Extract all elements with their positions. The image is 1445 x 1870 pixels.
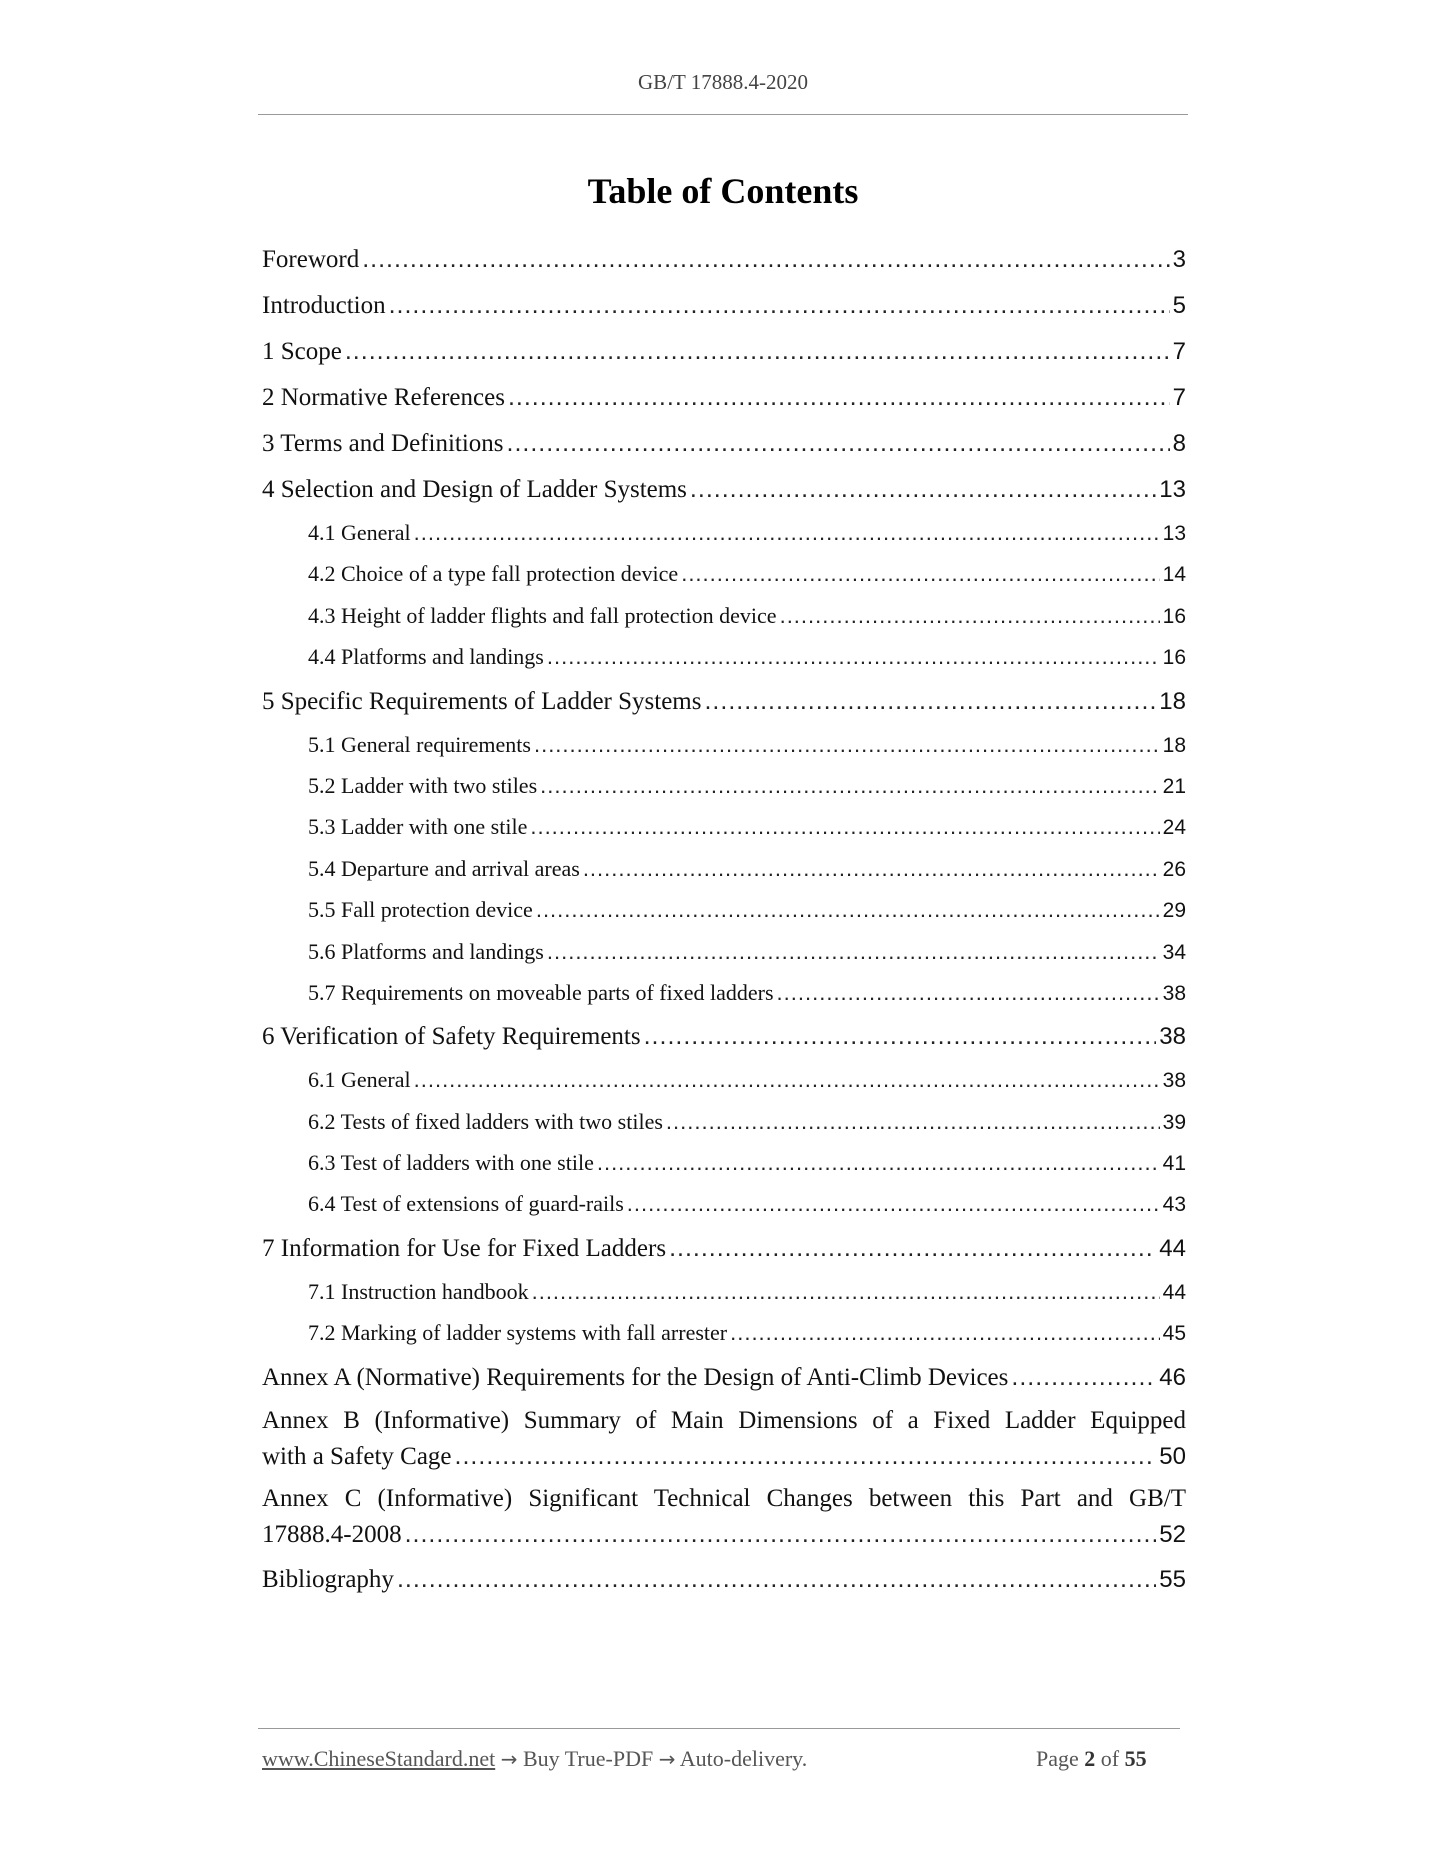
toc-label: 6.3 Test of ladders with one stile — [308, 1150, 594, 1176]
toc-entry-section-7[interactable] — [262, 1225, 1186, 1271]
toc-leader — [666, 1101, 1160, 1142]
toc-label: 7.2 Marking of ladder systems with fall arrester — [308, 1320, 728, 1346]
toc-page-number: 52 — [1159, 1520, 1186, 1548]
toc-leader — [777, 972, 1160, 1013]
website-link[interactable]: www.ChineseStandard.net — [262, 1746, 496, 1771]
page-word: Page — [1036, 1746, 1079, 1771]
toc-entry-section-6[interactable] — [262, 1013, 1186, 1059]
toc-label: 3 Terms and Definitions — [262, 430, 504, 457]
toc-leader — [507, 420, 1170, 466]
toc-leader — [780, 595, 1160, 636]
toc-entry-5-7[interactable] — [262, 972, 1186, 1013]
toc-entry-annex-a[interactable] — [262, 1354, 1186, 1400]
toc-label: 5.4 Departure and arrival areas — [308, 855, 580, 881]
toc-label: 4 Selection and Design of Ladder Systems — [262, 476, 687, 503]
footer-promo — [262, 1746, 807, 1772]
toc-leader — [547, 931, 1160, 972]
delivery-text: Auto-delivery. — [679, 1746, 808, 1771]
toc-entry-7-2[interactable] — [262, 1312, 1186, 1353]
toc-entry-5-1[interactable] — [262, 724, 1186, 765]
toc-leader — [455, 1438, 1157, 1474]
toc-label: Introduction — [262, 292, 386, 319]
toc-label: Bibliography — [262, 1565, 394, 1593]
toc-page-number: 34 — [1162, 940, 1186, 964]
toc-entry-5-3[interactable] — [262, 806, 1186, 847]
toc-page-number: 50 — [1159, 1442, 1186, 1470]
toc-label: 4.3 Height of ladder flights and fall protection device — [308, 602, 777, 628]
page-total: 55 — [1124, 1746, 1147, 1771]
toc-page-number: 13 — [1162, 522, 1186, 545]
toc-entry-annex-c[interactable] — [262, 1482, 1186, 1556]
toc-leader — [414, 1059, 1160, 1100]
table-of-contents — [262, 236, 1186, 1602]
toc-page-number: 38 — [1159, 1023, 1186, 1051]
toc-page-number: 8 — [1172, 430, 1186, 457]
toc-label: 4.1 General — [308, 520, 411, 545]
toc-entry-4-2[interactable] — [262, 553, 1186, 594]
toc-entry-4-1[interactable] — [262, 512, 1186, 553]
toc-leader — [508, 374, 1170, 420]
toc-page-number: 18 — [1162, 733, 1186, 757]
toc-entry-6-3[interactable] — [262, 1142, 1186, 1183]
toc-leader — [644, 1013, 1157, 1059]
toc-entry-5-2[interactable] — [262, 765, 1186, 806]
toc-label: 6.2 Tests of fixed ladders with two stiles — [308, 1108, 663, 1134]
toc-entry-foreword[interactable] — [262, 236, 1186, 282]
toc-label: 5.1 General requirements — [308, 731, 531, 757]
toc-entry-section-4[interactable] — [262, 466, 1186, 512]
toc-leader — [532, 1271, 1160, 1312]
toc-leader — [397, 1556, 1156, 1602]
toc-leader — [681, 553, 1159, 594]
toc-page-number: 3 — [1172, 246, 1186, 273]
toc-page-number: 18 — [1159, 687, 1186, 715]
toc-entry-annex-b[interactable] — [262, 1404, 1186, 1478]
toc-page-number: 45 — [1162, 1322, 1186, 1346]
toc-label: 6 Verification of Safety Requirements — [262, 1023, 641, 1051]
toc-entry-4-3[interactable] — [262, 595, 1186, 636]
toc-page-number: 14 — [1162, 563, 1186, 587]
toc-page-number: 44 — [1159, 1234, 1186, 1262]
toc-page-number: 55 — [1159, 1565, 1186, 1593]
toc-label-line1: Annex C (Informative) Significant Technical Changes between this Part and GB/T — [262, 1484, 1186, 1512]
toc-page-number: 16 — [1162, 646, 1186, 670]
toc-entry-section-5[interactable] — [262, 678, 1186, 724]
toc-leader — [362, 236, 1169, 282]
toc-entry-4-4[interactable] — [262, 636, 1186, 677]
toc-page-number: 46 — [1159, 1363, 1186, 1391]
arrow-right-icon: → — [500, 1747, 518, 1771]
toc-leader — [583, 848, 1160, 889]
toc-label: 4.2 Choice of a type fall protection device — [308, 561, 679, 587]
toc-page-number: 38 — [1162, 981, 1186, 1005]
toc-entry-introduction[interactable] — [262, 282, 1186, 328]
toc-page-number: 26 — [1162, 857, 1186, 881]
toc-entry-6-4[interactable] — [262, 1183, 1186, 1224]
toc-leader — [627, 1183, 1160, 1224]
toc-leader — [704, 678, 1156, 724]
header-divider — [258, 114, 1188, 115]
toc-entry-scope[interactable] — [262, 328, 1186, 374]
toc-label: 6.4 Test of extensions of guard-rails — [308, 1191, 624, 1217]
toc-page-number: 39 — [1162, 1110, 1186, 1134]
toc-label: 5.7 Requirements on moveable parts of fixed ladders — [308, 979, 774, 1005]
toc-leader — [690, 466, 1156, 512]
page-title: Table of Contents — [587, 171, 859, 211]
buy-text: Buy True-PDF — [522, 1746, 654, 1771]
toc-leader — [405, 1516, 1157, 1552]
toc-page-number: 5 — [1172, 292, 1186, 319]
toc-label: 7.1 Instruction handbook — [308, 1278, 529, 1304]
toc-entry-terms-definitions[interactable] — [262, 420, 1186, 466]
toc-leader — [669, 1225, 1156, 1271]
toc-entry-7-1[interactable] — [262, 1271, 1186, 1312]
toc-label: 5.3 Ladder with one stile — [308, 814, 528, 840]
toc-page-number: 24 — [1162, 816, 1186, 840]
toc-label: 5 Specific Requirements of Ladder Systems — [262, 687, 702, 715]
toc-label: 2 Normative References — [262, 384, 505, 411]
toc-page-number: 21 — [1162, 774, 1186, 798]
toc-entry-5-6[interactable] — [262, 931, 1186, 972]
toc-page-number: 44 — [1162, 1280, 1186, 1304]
toc-label-line2: 17888.4-2008 — [262, 1520, 402, 1548]
toc-leader — [530, 806, 1159, 847]
toc-leader — [414, 512, 1160, 553]
toc-leader — [1011, 1354, 1156, 1400]
toc-leader — [345, 328, 1170, 374]
toc-entry-bibliography[interactable] — [262, 1556, 1186, 1602]
running-header: GB/T 17888.4-2020 — [638, 70, 808, 94]
toc-page-number: 7 — [1172, 384, 1186, 411]
arrow-right-icon: → — [658, 1747, 676, 1771]
toc-label-line1: Annex B (Informative) Summary of Main Dimensions of a Fixed Ladder Equipped — [262, 1406, 1186, 1434]
toc-entry-normative-references[interactable] — [262, 374, 1186, 420]
toc-page-number: 7 — [1172, 338, 1186, 365]
toc-leader — [534, 724, 1160, 765]
toc-label: 5.2 Ladder with two stiles — [308, 772, 538, 798]
page-indicator — [1036, 1746, 1147, 1772]
toc-page-number: 16 — [1162, 604, 1186, 628]
toc-leader — [730, 1312, 1160, 1353]
toc-label: Annex A (Normative) Requirements for the Design of Anti-Climb Devices — [262, 1363, 1009, 1391]
toc-leader — [536, 889, 1160, 930]
of-word: of — [1100, 1746, 1120, 1771]
footer-divider — [258, 1728, 1180, 1729]
toc-page-number: 13 — [1159, 476, 1186, 503]
toc-label: 7 Information for Use for Fixed Ladders — [262, 1234, 667, 1262]
toc-page-number: 29 — [1162, 899, 1186, 923]
toc-entry-5-4[interactable] — [262, 848, 1186, 889]
toc-page-number: 38 — [1162, 1069, 1186, 1093]
toc-page-number: 43 — [1162, 1193, 1186, 1217]
toc-label: 1 Scope — [262, 338, 342, 365]
toc-leader — [389, 282, 1170, 328]
toc-leader — [597, 1142, 1160, 1183]
toc-label: 6.1 General — [308, 1067, 411, 1093]
page-current: 2 — [1084, 1746, 1096, 1771]
toc-entry-5-5[interactable] — [262, 889, 1186, 930]
toc-label: 4.4 Platforms and landings — [308, 644, 544, 670]
toc-page-number: 41 — [1162, 1152, 1186, 1176]
toc-leader — [540, 765, 1160, 806]
toc-leader — [547, 636, 1160, 677]
toc-label: 5.5 Fall protection device — [308, 897, 533, 923]
toc-label-line2: with a Safety Cage — [262, 1442, 452, 1470]
toc-entry-6-2[interactable] — [262, 1101, 1186, 1142]
toc-label: Foreword — [262, 246, 360, 273]
toc-label: 5.6 Platforms and landings — [308, 938, 544, 964]
toc-entry-6-1[interactable] — [262, 1059, 1186, 1100]
